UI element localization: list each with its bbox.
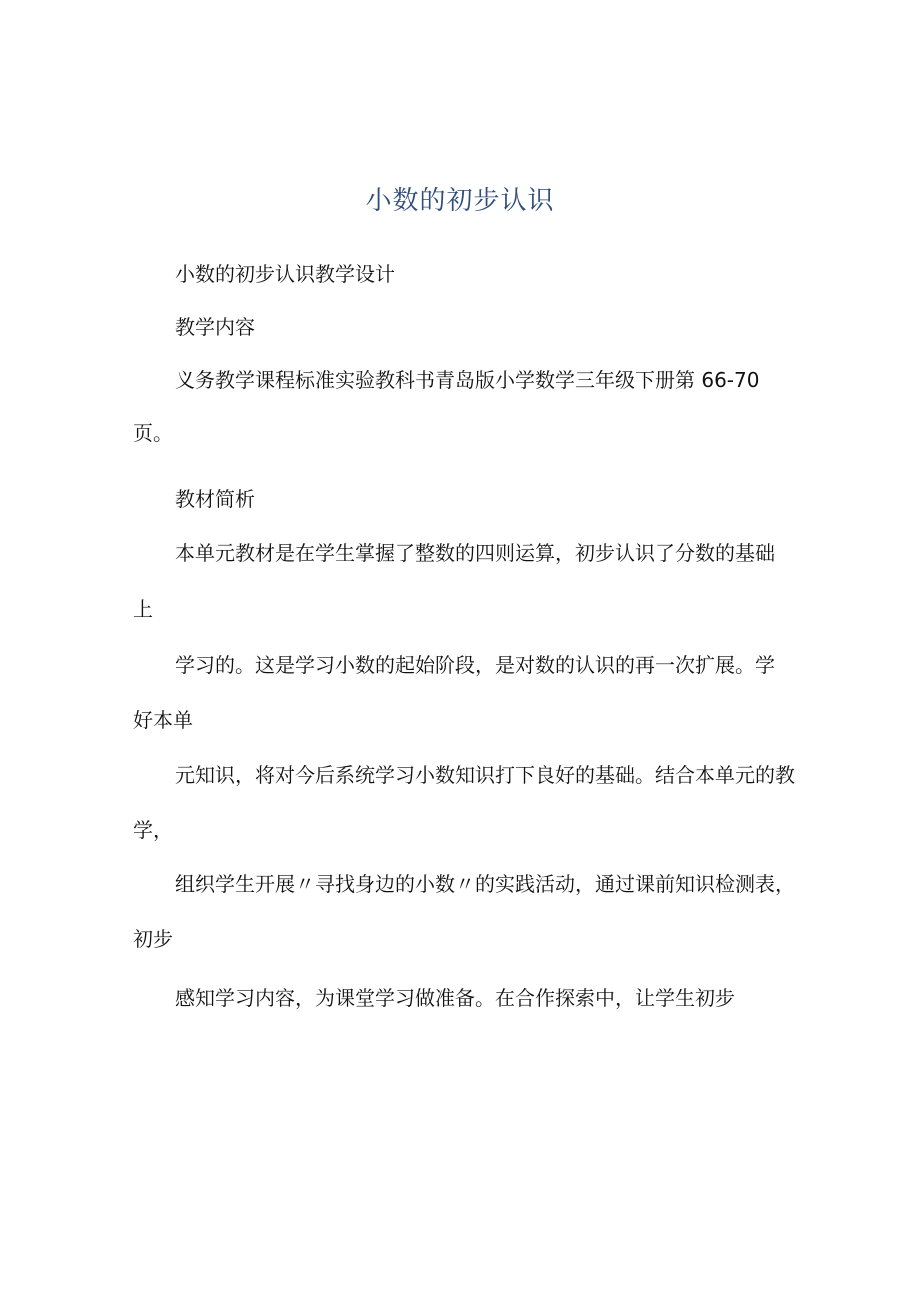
- paragraph-line: 好本单: [133, 708, 193, 732]
- paragraph-line: 组织学生开展〃寻找身边的小数〃的实践活动，通过课前知识检测表，: [175, 872, 795, 896]
- paragraph-line: 感知学习内容，为课堂学习做准备。在合作探索中，让学生初步: [175, 986, 735, 1010]
- paragraph-line: 初步: [133, 927, 173, 951]
- paragraph-line: 学习的。这是学习小数的起始阶段，是对数的认识的再一次扩展。学: [175, 653, 775, 677]
- subtitle-line: 小数的初步认识教学设计: [175, 262, 395, 286]
- paragraph-line: 页。: [133, 421, 173, 445]
- document-title: 小数的初步认识: [365, 186, 555, 216]
- section-heading-analysis: 教材简析: [175, 487, 255, 511]
- section-heading-content: 教学内容: [175, 315, 255, 339]
- paragraph-line: 本单元教材是在学生掌握了整数的四则运算，初步认识了分数的基础: [175, 541, 775, 565]
- paragraph-line: 元知识，将对今后系统学习小数知识打下良好的基础。结合本单元的教: [175, 763, 795, 787]
- paragraph-line: 学，: [133, 818, 173, 842]
- paragraph-line: 义务教学课程标准实验教科书青岛版小学数学三年级下册第 66-70: [175, 368, 760, 392]
- paragraph-line: 上: [133, 597, 153, 621]
